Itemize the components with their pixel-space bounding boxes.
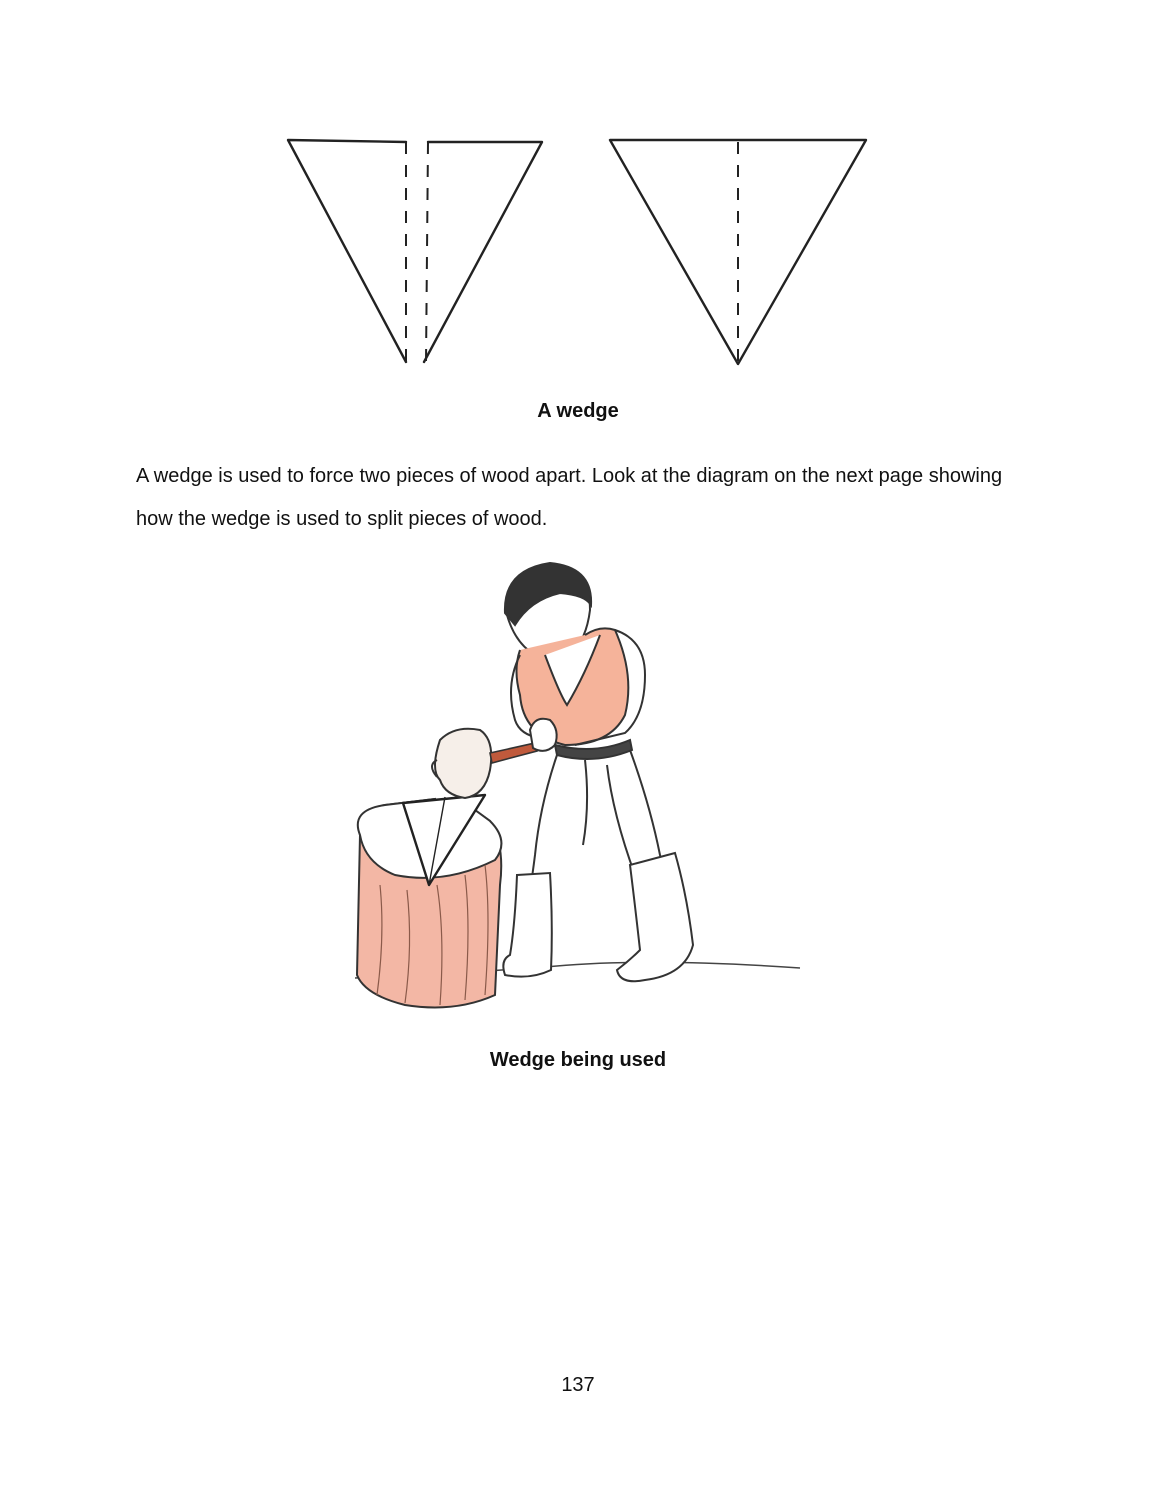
hammer-handle [490,743,537,763]
body-paragraph: A wedge is used to force two pieces of wood apart. Look at the diagram on the next page showing how the wedge is used to split pieces of wood. [136,465,1003,530]
hammer-head [432,729,491,798]
wedge-caption: A wedge [537,400,619,422]
page-number: 137 [561,1374,595,1396]
wedge-being-used-illustration [345,555,810,1015]
wedge-diagram [280,130,880,370]
man-figure [503,563,693,981]
wedge-being-used-caption: Wedge being used [489,1049,667,1071]
wedge-right-half [424,142,542,362]
wedge-right-dashed-edge [426,142,428,362]
wedge-left-half [288,140,406,362]
